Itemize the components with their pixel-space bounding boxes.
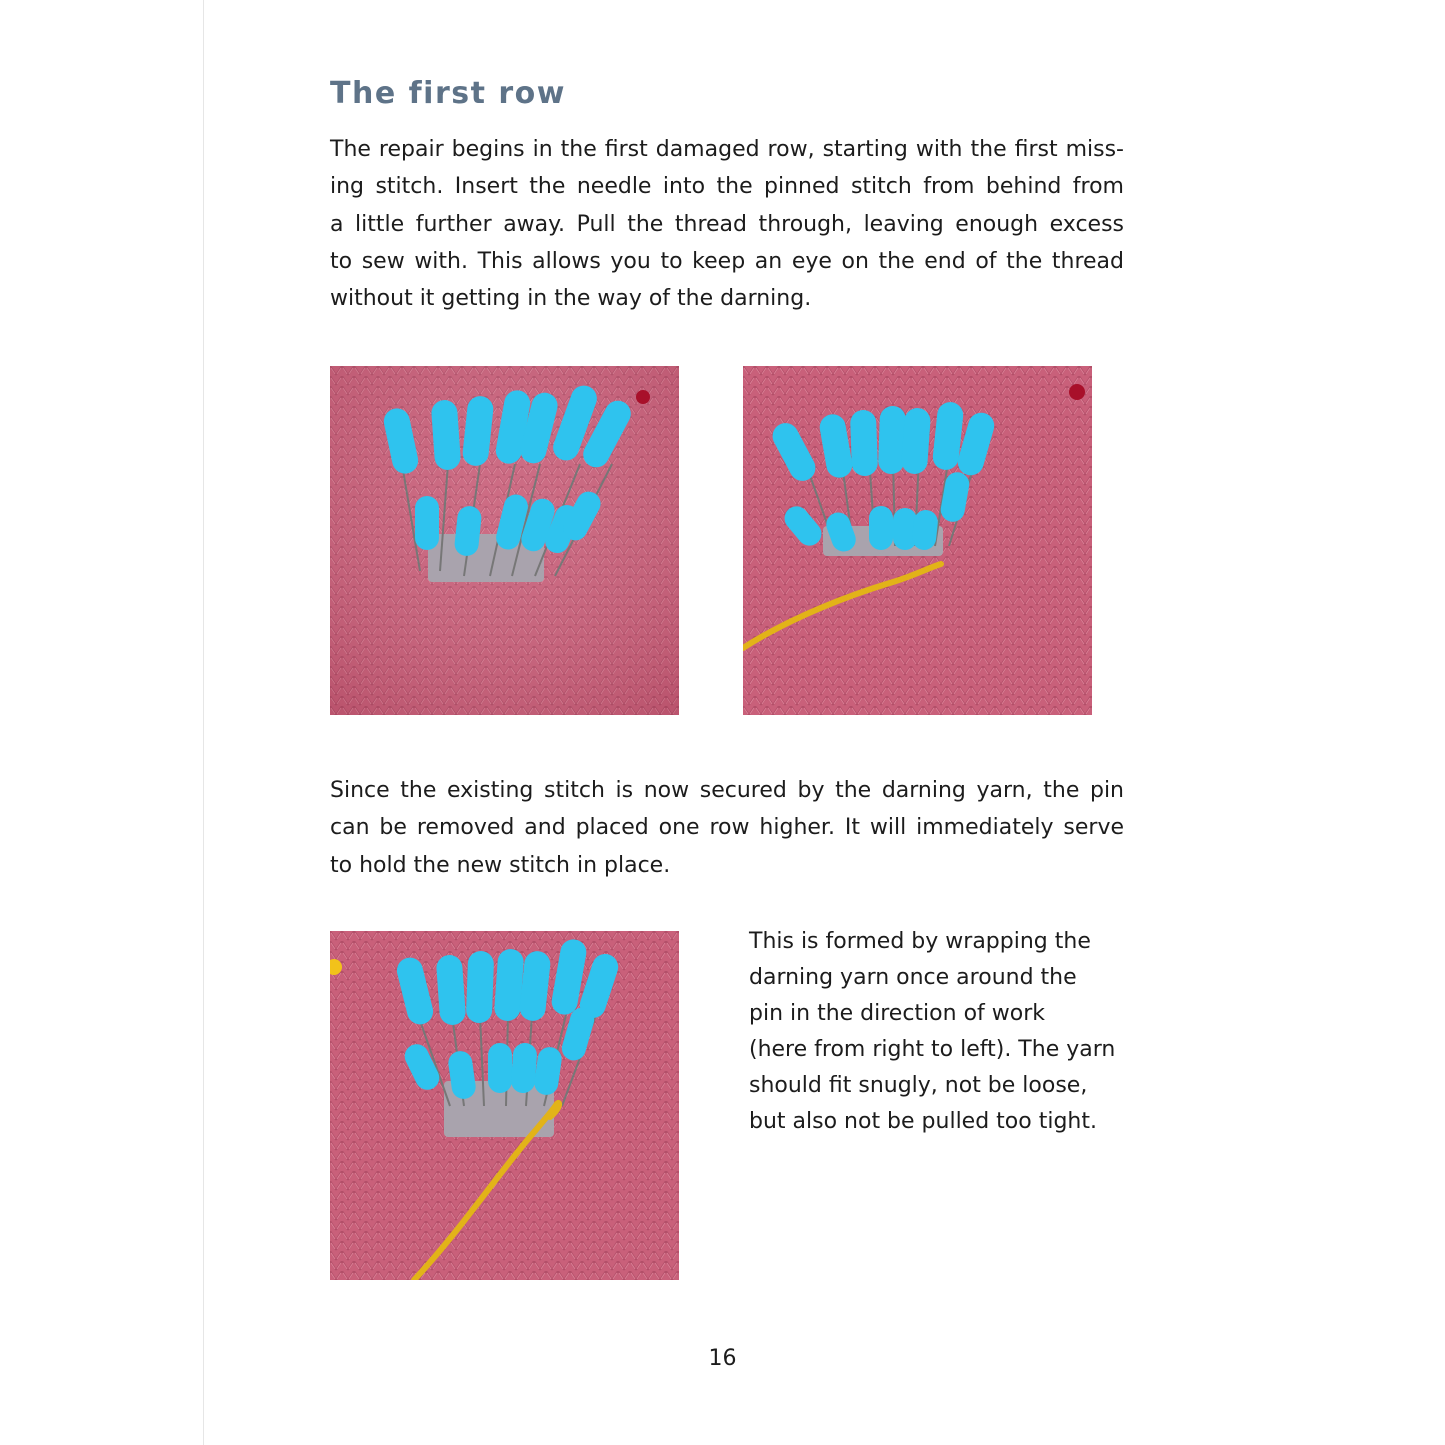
page-number: 16: [708, 1346, 737, 1371]
paragraph-line: without it getting in the way of the darning.: [330, 286, 812, 312]
paragraph-line: to sew with. This allows you to keep an eye on the end of the thread: [330, 248, 1124, 274]
paragraph-line: can be removed and placed one row higher. It will immediately serve: [330, 815, 1124, 841]
intro-paragraph: [330, 131, 1124, 317]
paragraph-line: pin in the direction of work: [749, 1001, 1046, 1026]
paragraph-line: darning yarn once around the: [749, 965, 1077, 990]
marker-pin-icon: [1069, 384, 1085, 400]
section-heading: The first row: [330, 76, 567, 111]
photo-yarn-inserted: [743, 366, 1092, 715]
paragraph-line: ing stitch. Insert the needle into the pinned stitch from behind from: [330, 174, 1124, 200]
paragraph-line: a little further away. Pull the thread through, leaving enough excess: [330, 211, 1124, 237]
caption-paragraph: [749, 924, 1127, 1140]
second-paragraph: [330, 772, 1124, 884]
paragraph-line: to hold the new stitch in place.: [330, 852, 671, 878]
marker-pin-icon: [636, 390, 650, 404]
paragraph-line: (here from right to left). The yarn: [749, 1037, 1116, 1062]
paragraph-line: but also not be pulled too tight.: [749, 1109, 1097, 1134]
page-edge-line: [203, 0, 204, 1445]
paragraph-line: should fit snugly, not be loose,: [749, 1073, 1088, 1098]
paragraph-line: The repair begins in the first damaged row, starting with the first miss-: [330, 137, 1124, 162]
photo-yarn-wrapped: [330, 931, 679, 1280]
paragraph-line: This is formed by wrapping the: [749, 929, 1091, 954]
paragraph-line: Since the existing stitch is now secured by the darning yarn, the pin: [330, 778, 1124, 803]
photo-pinned-hole: [330, 366, 679, 715]
